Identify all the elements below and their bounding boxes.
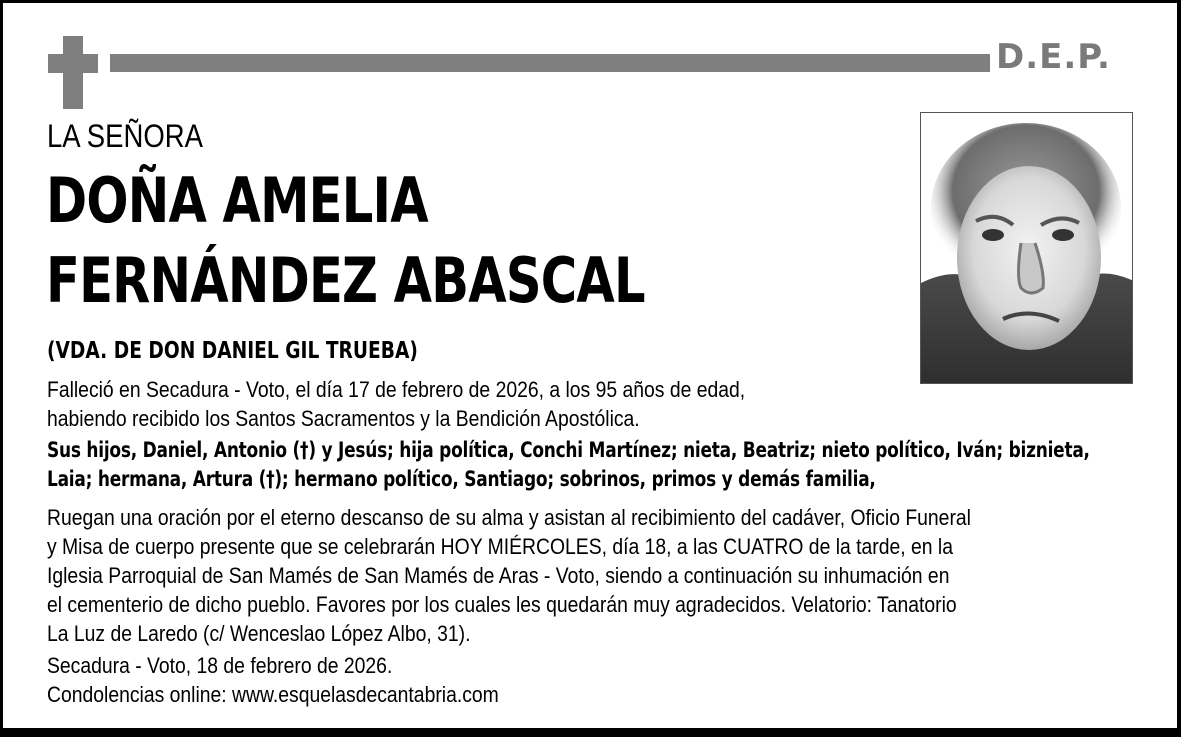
request-line: Iglesia Parroquial de San Mamés de San Mamés de Aras - Voto, siendo a continuación su inhumación en xyxy=(47,563,950,588)
request-line: y Misa de cuerpo presente que se celebrarán HOY MIÉRCOLES, día 18, a las CUATRO de la tarde, en la xyxy=(47,534,953,559)
passing-info xyxy=(47,375,745,433)
place-date: Secadura - Voto, 18 de febrero de 2026. xyxy=(47,653,393,678)
widow-of: (VDA. DE DON DANIEL GIL TRUEBA) xyxy=(47,338,418,364)
condolences-link[interactable]: Condolencias online: www.esquelasdecantabria.com xyxy=(47,682,499,707)
deceased-name-line-1: DOÑA AMELIA xyxy=(46,164,428,237)
cross-icon-arm xyxy=(48,54,98,73)
passing-line: habiendo recibido los Santos Sacramentos y la Bendición Apostólica. xyxy=(47,406,640,431)
request-line: Ruegan una oración por el eterno descanso de su alma y asistan al recibimiento del cadáver, Oficio Funeral xyxy=(47,505,971,530)
passing-line: Falleció en Secadura - Voto, el día 17 de febrero de 2026, a los 95 años de edad, xyxy=(47,377,746,402)
title-prefix: LA SEÑORA xyxy=(47,118,204,154)
closing-block xyxy=(47,651,499,709)
deceased-name-line-2: FERNÁNDEZ ABASCAL xyxy=(46,244,645,317)
family-list xyxy=(47,436,1090,494)
rip-label: D.E.P. xyxy=(996,37,1111,77)
family-line: Sus hijos, Daniel, Antonio (†) y Jesús; hija política, Conchi Martínez; nieta, Beatriz; nieto político, Iván; biznieta, xyxy=(47,438,1090,463)
service-request xyxy=(47,503,971,648)
family-line: Laia; hermana, Artura (†); hermano político, Santiago; sobrinos, primos y demás familia, xyxy=(47,467,876,492)
portrait-image xyxy=(921,113,1133,384)
deceased-photo xyxy=(920,112,1133,384)
request-line: el cementerio de dicho pueblo. Favores por los cuales les quedarán muy agradecidos. Velatorio: Tanatorio xyxy=(47,592,957,617)
header-divider-bar xyxy=(110,54,990,72)
request-line: La Luz de Laredo (c/ Wenceslao López Albo, 31). xyxy=(47,621,471,646)
